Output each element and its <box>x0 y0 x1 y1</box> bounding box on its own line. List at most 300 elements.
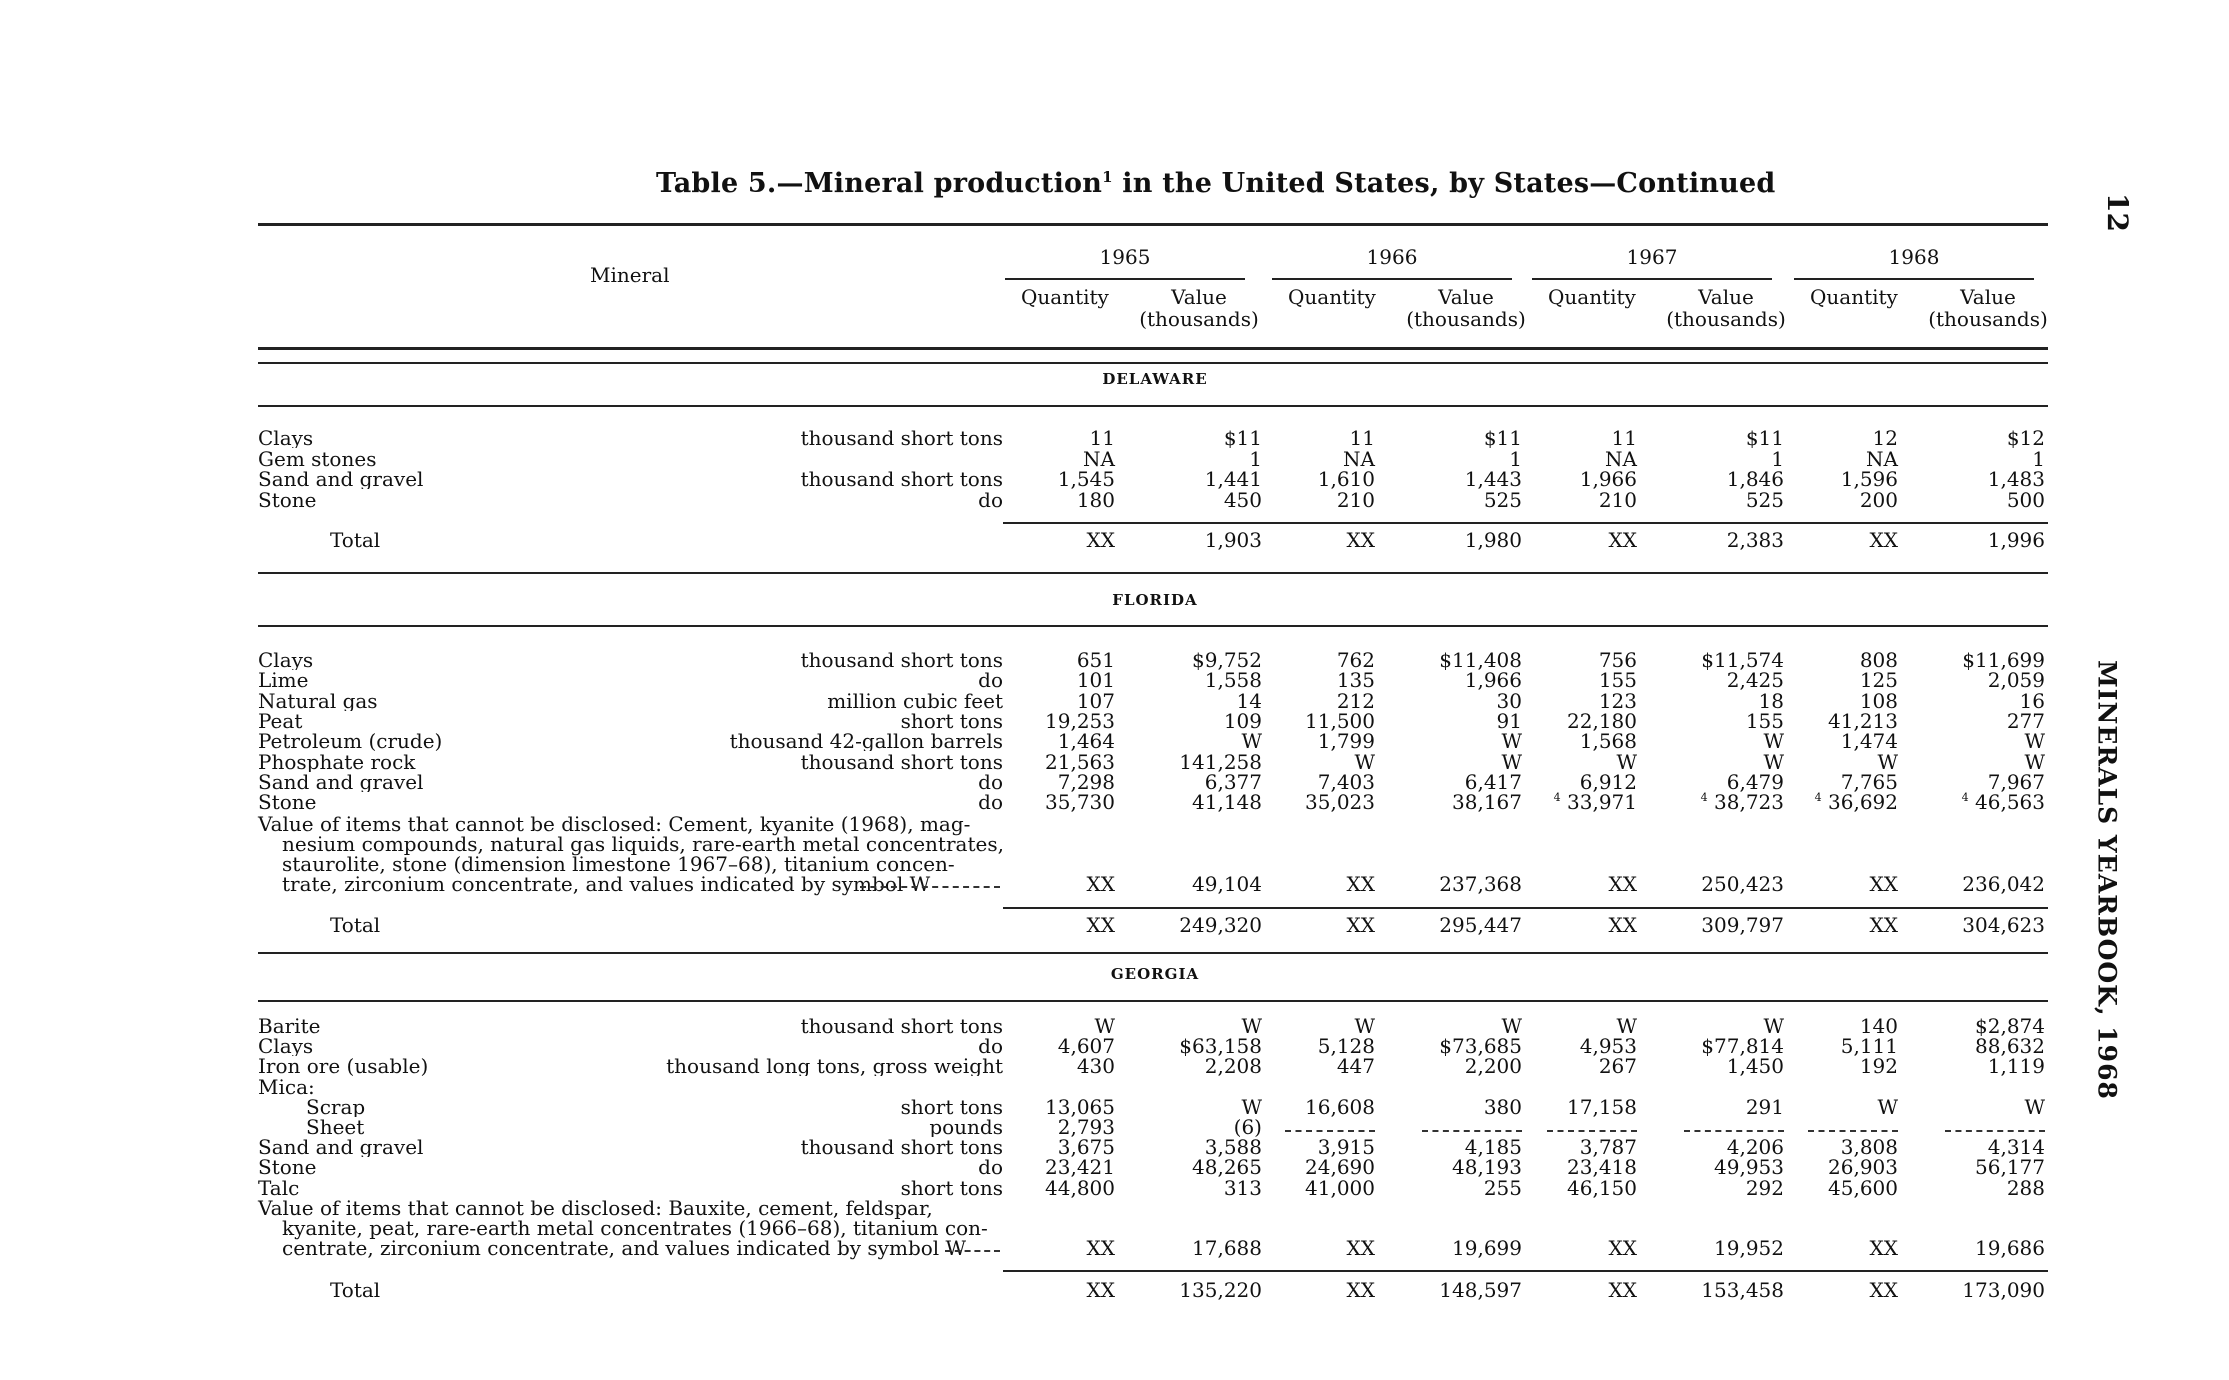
cell-value: 1,966 <box>1464 668 1522 692</box>
section-rule-top <box>258 952 2048 954</box>
cell-value: 1,996 <box>1987 528 2045 552</box>
cell-value: 26,903 <box>1828 1155 1898 1179</box>
cell-value: 12 <box>1872 426 1898 450</box>
cell-value: 21,563 <box>1045 750 1115 774</box>
row-unit: short tons <box>898 1178 1003 1198</box>
cell-value: 1 <box>1509 447 1522 471</box>
year-underline-2 <box>1532 278 1772 280</box>
cell-value: 210 <box>1598 488 1637 512</box>
row-unit: thousand short tons <box>798 428 1003 448</box>
row-unit: short tons <box>898 1097 1003 1117</box>
year-underline-1 <box>1272 278 1512 280</box>
cell-value: 33,971 <box>1567 790 1637 814</box>
cell-value: XX <box>1346 1236 1375 1260</box>
undisclosed-text: Value of items that cannot be disclosed: Cement, kyanite (1968), mag- <box>258 812 971 836</box>
year-header-3: 1968 <box>1888 245 1940 269</box>
cell-value: W <box>1763 750 1784 774</box>
cell-value: W <box>1094 1014 1115 1038</box>
cell-value: 808 <box>1859 648 1898 672</box>
table-row <box>258 772 2053 792</box>
table-row <box>258 752 2053 772</box>
table-row <box>258 490 2053 510</box>
cell-value: 155 <box>1745 709 1784 733</box>
cell-value: W <box>2024 1095 2045 1119</box>
value-label: Value <box>1171 285 1227 309</box>
table-row <box>258 792 2053 812</box>
cell-value: 11 <box>1089 426 1115 450</box>
cell-value: 1,799 <box>1317 729 1375 753</box>
undisclosed-text: trate, zirconium concentrate, and values indicated by symbol W <box>282 872 931 896</box>
cell-value: 1,980 <box>1464 528 1522 552</box>
undisclosed-line <box>258 854 1018 874</box>
table-row <box>258 1077 2053 1097</box>
value-label: Value <box>1438 285 1494 309</box>
cell-value: $11 <box>1223 426 1262 450</box>
cell-value: 44,800 <box>1045 1176 1115 1200</box>
quantity-column-header: Quantity <box>1548 285 1636 309</box>
row-label <box>258 1077 1003 1097</box>
total-rule <box>1003 1270 2048 1272</box>
cell-value: 45,600 <box>1828 1176 1898 1200</box>
total-row <box>258 1280 2053 1300</box>
cell-value: W <box>1763 729 1784 753</box>
value-cell <box>1845 691 2045 711</box>
cell-value: 210 <box>1336 488 1375 512</box>
cell-value: 1 <box>1249 447 1262 471</box>
cell-value: 5,111 <box>1840 1034 1898 1058</box>
total-rule <box>1003 522 2048 524</box>
total-label <box>330 1280 1003 1300</box>
cell-value: $63,158 <box>1179 1034 1262 1058</box>
row-label-text: Gem stones <box>258 449 377 469</box>
cell-value: 35,730 <box>1045 790 1115 814</box>
cell-value: 1,474 <box>1840 729 1898 753</box>
cell-value: 4,953 <box>1579 1034 1637 1058</box>
cell-value: 11 <box>1349 426 1375 450</box>
cell-value: $11 <box>1745 426 1784 450</box>
undisclosed-text: kyanite, peat, rare-earth metal concentrates (1966–68), titanium con- <box>282 1216 988 1240</box>
row-label-text: Stone <box>258 792 317 812</box>
cell-value: 41,213 <box>1828 709 1898 733</box>
row-label <box>258 1137 1003 1157</box>
row-label <box>306 1097 1003 1117</box>
section-rule-bottom <box>258 405 2048 407</box>
cell-value: NA <box>1343 447 1375 471</box>
section-title-georgia: GEORGIA <box>1110 965 1200 983</box>
cell-value: 1,610 <box>1317 467 1375 491</box>
row-unit: thousand short tons <box>798 752 1003 772</box>
cell-value: 651 <box>1076 648 1115 672</box>
row-unit: do <box>975 1036 1003 1056</box>
cell-value: 1,568 <box>1579 729 1637 753</box>
year-underline-0 <box>1005 278 1245 280</box>
table-row <box>258 1016 2053 1036</box>
value-cell <box>1845 792 2045 812</box>
row-unit: thousand long tons, gross weight <box>663 1056 1003 1076</box>
cell-value: 249,320 <box>1179 913 1262 937</box>
row-label-text: Barite <box>258 1016 321 1036</box>
cell-value: W <box>1354 750 1375 774</box>
not-applicable-dash <box>1422 1130 1522 1132</box>
cell-value: 88,632 <box>1975 1034 2045 1058</box>
cell-value: 450 <box>1223 488 1262 512</box>
row-unit: do <box>975 670 1003 690</box>
page-number: 12 <box>2100 193 2134 232</box>
table-row <box>258 691 2053 711</box>
cell-value: 140 <box>1859 1014 1898 1038</box>
leader-dots <box>330 927 1003 929</box>
row-unit: do <box>975 490 1003 510</box>
cell-value: 107 <box>1076 689 1115 713</box>
cell-value: 135,220 <box>1179 1278 1262 1302</box>
cell-value: 123 <box>1598 689 1637 713</box>
cell-value: 56,177 <box>1975 1155 2045 1179</box>
cell-value: 7,298 <box>1057 770 1115 794</box>
undisclosed-text: staurolite, stone (dimension limestone 1967–68), titanium concen- <box>282 852 955 876</box>
cell-value: W <box>2024 729 2045 753</box>
row-label <box>258 792 1003 812</box>
cell-value: 4,206 <box>1726 1135 1784 1159</box>
value-cell <box>1845 650 2045 670</box>
row-label <box>258 650 1003 670</box>
cell-value: 200 <box>1859 488 1898 512</box>
cell-value: 19,699 <box>1452 1236 1522 1260</box>
row-label-text: Petroleum (crude) <box>258 731 443 751</box>
row-label-text: Stone <box>258 490 317 510</box>
year-header-1: 1966 <box>1366 245 1418 269</box>
cell-value: 19,686 <box>1975 1236 2045 1260</box>
row-unit: do <box>975 1157 1003 1177</box>
value-cell <box>1845 490 2045 510</box>
cell-value: 1 <box>1771 447 1784 471</box>
cell-value: 48,265 <box>1192 1155 1262 1179</box>
footnote-marker: 4 <box>1553 791 1561 804</box>
cell-value: 4,185 <box>1464 1135 1522 1159</box>
cell-value: 49,953 <box>1714 1155 1784 1179</box>
value-column-header <box>1925 286 2051 330</box>
cell-value: 1,450 <box>1726 1054 1784 1078</box>
undisclosed-values-row <box>258 874 2053 894</box>
table-row <box>258 449 2053 469</box>
cell-value: 173,090 <box>1962 1278 2045 1302</box>
cell-value: 212 <box>1336 689 1375 713</box>
cell-value: $2,874 <box>1975 1014 2045 1038</box>
cell-value: 1,903 <box>1204 528 1262 552</box>
leader-dots <box>330 542 1003 544</box>
cell-value: W <box>1241 729 1262 753</box>
value-cell <box>1845 1137 2045 1157</box>
cell-value: 38,167 <box>1452 790 1522 814</box>
cell-value: W <box>1241 1095 1262 1119</box>
row-unit: pounds <box>926 1117 1003 1137</box>
quantity-column-header: Quantity <box>1810 285 1898 309</box>
cell-value: 19,952 <box>1714 1236 1784 1260</box>
cell-value: 2,793 <box>1057 1115 1115 1139</box>
rule-top <box>258 223 2048 226</box>
value-cell <box>1845 1056 2045 1076</box>
total-label-text: Total <box>330 1280 381 1300</box>
total-label-text: Total <box>330 530 381 550</box>
footnote-marker: 4 <box>1961 791 1969 804</box>
cell-value: 237,368 <box>1439 872 1522 896</box>
cell-value: 430 <box>1076 1054 1115 1078</box>
row-label-text: Peat <box>258 711 303 731</box>
value-cell <box>1845 530 2045 550</box>
cell-value: 148,597 <box>1439 1278 1522 1302</box>
cell-value: W <box>1877 750 1898 774</box>
undisclosed-line <box>258 834 1018 854</box>
footnote-marker: 4 <box>1700 791 1708 804</box>
row-label <box>258 731 1003 751</box>
cell-value: XX <box>1608 872 1637 896</box>
cell-value: 292 <box>1745 1176 1784 1200</box>
year-header-2: 1967 <box>1626 245 1678 269</box>
undisclosed-line <box>258 1198 1018 1218</box>
value-unit-label: (thousands) <box>1139 307 1259 331</box>
cell-value: 3,808 <box>1840 1135 1898 1159</box>
cell-value: 6,377 <box>1204 770 1262 794</box>
cell-value: 180 <box>1076 488 1115 512</box>
not-applicable-dash <box>1684 1130 1784 1132</box>
value-column-header <box>1403 286 1529 330</box>
cell-value: 255 <box>1483 1176 1522 1200</box>
cell-value: XX <box>1869 528 1898 552</box>
undisclosed-line <box>258 1218 1018 1238</box>
cell-value: XX <box>1869 913 1898 937</box>
table-row <box>258 650 2053 670</box>
row-unit: thousand short tons <box>798 1016 1003 1036</box>
cell-value: 1,966 <box>1579 467 1637 491</box>
cell-value: XX <box>1086 1278 1115 1302</box>
section-title-delaware: DELAWARE <box>1102 370 1208 388</box>
undisclosed-values-row <box>258 1238 2053 1258</box>
cell-value: 304,623 <box>1962 913 2045 937</box>
cell-value: XX <box>1346 1278 1375 1302</box>
row-unit: thousand short tons <box>798 1137 1003 1157</box>
value-cell <box>1845 1238 2045 1258</box>
row-label-text: Iron ore (usable) <box>258 1056 429 1076</box>
table-row <box>258 711 2053 731</box>
cell-value: 49,104 <box>1192 872 1262 896</box>
cell-value: 2,059 <box>1987 668 2045 692</box>
cell-value: 7,967 <box>1987 770 2045 794</box>
cell-value: 11 <box>1611 426 1637 450</box>
row-label <box>258 772 1003 792</box>
row-unit: thousand short tons <box>798 469 1003 489</box>
not-applicable-dash <box>1547 1130 1637 1132</box>
cell-value: XX <box>1346 872 1375 896</box>
cell-value: 46,563 <box>1975 790 2045 814</box>
mineral-column-header: Mineral <box>590 263 670 287</box>
row-label <box>258 449 1003 469</box>
cell-value: 19,253 <box>1045 709 1115 733</box>
cell-value: W <box>1616 750 1637 774</box>
cell-value: 16 <box>2019 689 2045 713</box>
cell-value: 23,421 <box>1045 1155 1115 1179</box>
footnote-marker: 4 <box>1814 791 1822 804</box>
cell-value: 4,607 <box>1057 1034 1115 1058</box>
table-row <box>258 1056 2053 1076</box>
cell-value: 525 <box>1745 488 1784 512</box>
row-label <box>258 469 1003 489</box>
cell-value: NA <box>1866 447 1898 471</box>
table-row <box>258 1036 2053 1056</box>
cell-value: 155 <box>1598 668 1637 692</box>
total-row <box>258 530 2053 550</box>
row-label <box>258 752 1003 772</box>
cell-value: 18 <box>1758 689 1784 713</box>
value-cell <box>1845 1178 2045 1198</box>
cell-value: 11,500 <box>1305 709 1375 733</box>
running-head: MINERALS YEARBOOK, 1968 <box>2092 660 2122 1100</box>
cell-value: 1,846 <box>1726 467 1784 491</box>
cell-value: 7,765 <box>1840 770 1898 794</box>
cell-value: 36,692 <box>1828 790 1898 814</box>
leader-dots <box>258 502 1003 504</box>
cell-value: 1,464 <box>1057 729 1115 753</box>
not-applicable-dash <box>1808 1130 1898 1132</box>
row-unit: million cubic feet <box>824 691 1003 711</box>
section-title-florida: FLORIDA <box>1112 591 1198 609</box>
value-column-header <box>1136 286 1262 330</box>
cell-value: $11,574 <box>1701 648 1784 672</box>
value-cell <box>1845 752 2045 772</box>
cell-value: 3,915 <box>1317 1135 1375 1159</box>
row-label-text: Sand and gravel <box>258 772 424 792</box>
cell-value: $77,814 <box>1701 1034 1784 1058</box>
cell-value: 2,425 <box>1726 668 1784 692</box>
cell-value: 46,150 <box>1567 1176 1637 1200</box>
total-label <box>330 530 1003 550</box>
leader-dots <box>258 723 1003 725</box>
value-cell <box>1845 711 2045 731</box>
cell-value: 141,258 <box>1179 750 1262 774</box>
year-header-0: 1965 <box>1099 245 1151 269</box>
cell-value: 30 <box>1496 689 1522 713</box>
cell-value: W <box>1763 1014 1784 1038</box>
cell-value: 135 <box>1336 668 1375 692</box>
cell-value: 309,797 <box>1701 913 1784 937</box>
cell-value: 41,148 <box>1192 790 1262 814</box>
cell-value: 6,912 <box>1579 770 1637 794</box>
table-row <box>258 1097 2053 1117</box>
cell-value: 153,458 <box>1701 1278 1784 1302</box>
leader-dots <box>258 1169 1003 1171</box>
leader-dots <box>258 1190 1003 1192</box>
cell-value: XX <box>1608 1236 1637 1260</box>
row-label <box>258 490 1003 510</box>
cell-value: $73,685 <box>1439 1034 1522 1058</box>
row-label-text: Clays <box>258 650 314 670</box>
cell-value: 447 <box>1336 1054 1375 1078</box>
cell-value: XX <box>1869 1278 1898 1302</box>
rule-header-bottom <box>258 347 2048 350</box>
cell-value: 41,000 <box>1305 1176 1375 1200</box>
row-label-text: Sand and gravel <box>258 1137 424 1157</box>
value-cell <box>1845 469 2045 489</box>
cell-value: 1 <box>2032 447 2045 471</box>
cell-value: 17,688 <box>1192 1236 1262 1260</box>
row-unit: thousand 42-gallon barrels <box>727 731 1003 751</box>
undisclosed-text: nesium compounds, natural gas liquids, rare-earth metal concentrates, <box>282 832 1004 856</box>
cell-value: W <box>1616 1014 1637 1038</box>
cell-value: 267 <box>1598 1054 1637 1078</box>
leader-dots <box>258 682 1003 684</box>
table-row <box>258 428 2053 448</box>
cell-value: 24,690 <box>1305 1155 1375 1179</box>
table-title: Table 5.—Mineral production$^1$ in the United States, by States—Continued <box>656 168 1776 199</box>
row-label <box>258 1178 1003 1198</box>
row-unit: short tons <box>898 711 1003 731</box>
total-label-text: Total <box>330 915 381 935</box>
year-underline-3 <box>1794 278 2034 280</box>
cell-value: 2,200 <box>1464 1054 1522 1078</box>
value-label: Value <box>1960 285 2016 309</box>
table-row <box>258 469 2053 489</box>
cell-value: XX <box>1608 913 1637 937</box>
cell-value: 23,418 <box>1567 1155 1637 1179</box>
cell-value: XX <box>1608 1278 1637 1302</box>
cell-value: $11,408 <box>1439 648 1522 672</box>
cell-value: 2,383 <box>1726 528 1784 552</box>
value-cell <box>1845 915 2045 935</box>
value-cell <box>1845 1097 2045 1117</box>
row-label-text: Stone <box>258 1157 317 1177</box>
cell-value: 17,158 <box>1567 1095 1637 1119</box>
value-cell <box>1845 1157 2045 1177</box>
cell-value: 192 <box>1859 1054 1898 1078</box>
cell-value: $12 <box>2006 426 2045 450</box>
value-cell <box>1845 670 2045 690</box>
cell-value: 288 <box>2006 1176 2045 1200</box>
total-row <box>258 915 2053 935</box>
cell-value: W <box>1877 1095 1898 1119</box>
row-label <box>258 691 1003 711</box>
row-label-text: Scrap <box>306 1097 366 1117</box>
row-unit: do <box>975 792 1003 812</box>
row-label-text: Sand and gravel <box>258 469 424 489</box>
value-cell <box>1845 1280 2045 1300</box>
cell-value: 1,545 <box>1057 467 1115 491</box>
cell-value: XX <box>1346 528 1375 552</box>
cell-value: W <box>1354 1014 1375 1038</box>
cell-value: W <box>1501 729 1522 753</box>
not-applicable-dash <box>1945 1130 2045 1132</box>
row-label-text: Clays <box>258 428 314 448</box>
cell-value: 291 <box>1745 1095 1784 1119</box>
cell-value: 1,483 <box>1987 467 2045 491</box>
table-row <box>258 1137 2053 1157</box>
value-cell <box>1062 1117 1262 1137</box>
cell-value: 500 <box>2006 488 2045 512</box>
row-label-text: Natural gas <box>258 691 378 711</box>
cell-value: 22,180 <box>1567 709 1637 733</box>
leader-dots <box>258 804 1003 806</box>
row-label <box>258 428 1003 448</box>
cell-value: (6) <box>1233 1115 1262 1139</box>
cell-value: $11 <box>1483 426 1522 450</box>
value-cell <box>1845 449 2045 469</box>
cell-value: XX <box>1608 528 1637 552</box>
row-label <box>306 1117 1003 1137</box>
total-label <box>330 915 1003 935</box>
cell-value: 6,417 <box>1464 770 1522 794</box>
row-label-text: Clays <box>258 1036 314 1056</box>
cell-value: XX <box>1086 913 1115 937</box>
cell-value: 236,042 <box>1962 872 2045 896</box>
cell-value: 1,441 <box>1204 467 1262 491</box>
value-cell <box>1845 874 2045 894</box>
